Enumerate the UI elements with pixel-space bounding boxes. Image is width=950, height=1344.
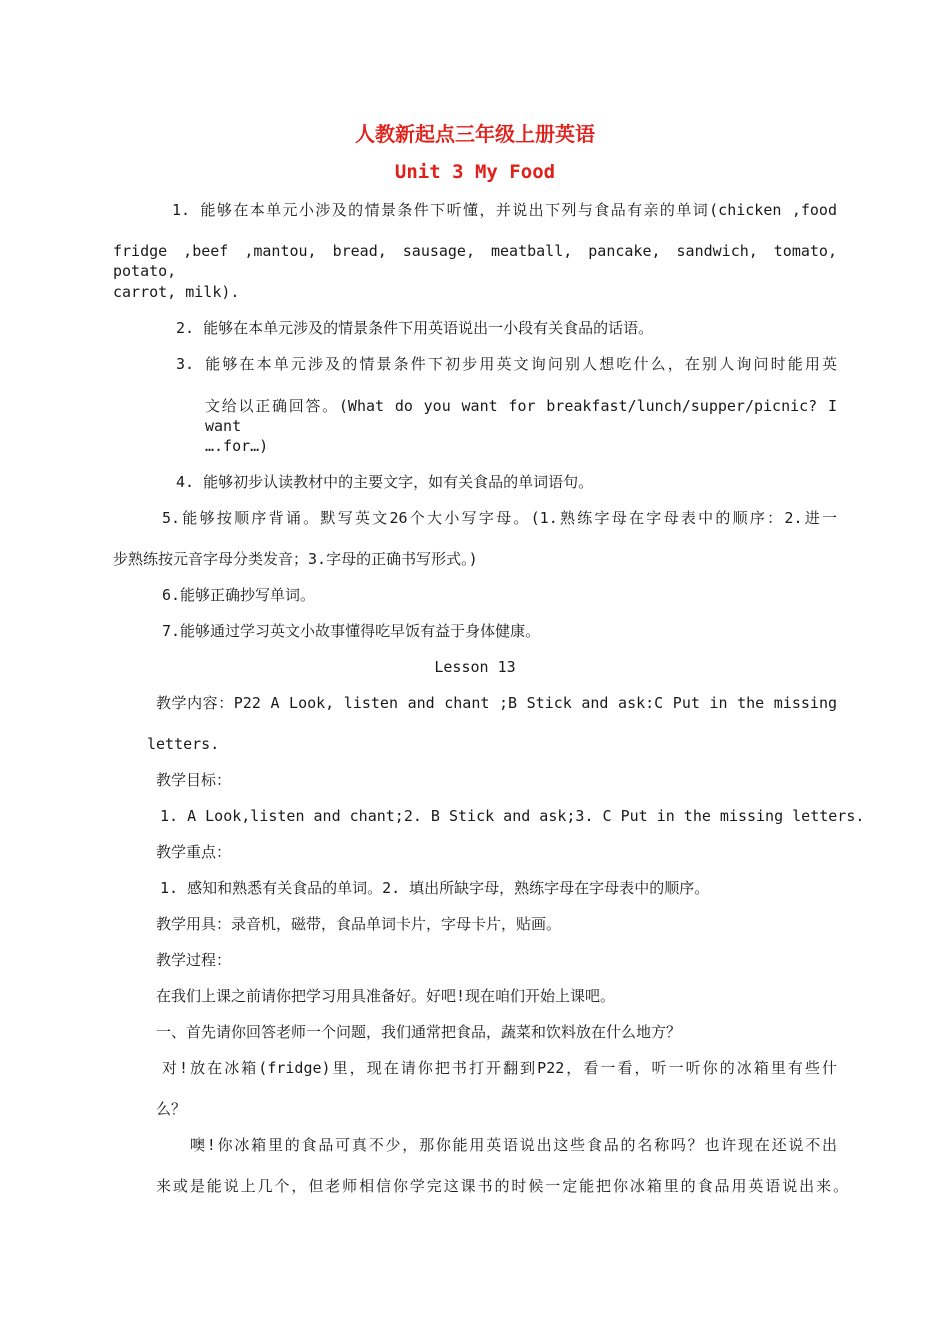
section-label: 教学过程：: [156, 951, 232, 969]
text-line: 1. A Look,listen and chant;2. B Stick and ask;3. C Put in the missing letters.: [160, 807, 865, 825]
text-line: 1. 能够在本单元小涉及的情景条件下听懂，并说出下列与食品有亲的单词(chicken ,food: [172, 201, 837, 219]
text-line: 对!放在冰箱(fridge)里，现在请你把书打开翻到P22，看一看，听一听你的冰箱里有些什: [162, 1059, 837, 1077]
text-line: carrot, milk).: [113, 283, 240, 301]
text-line: 4. 能够初步认读教材中的主要文字，如有关食品的单词语句。: [176, 473, 594, 491]
lesson-heading: Lesson 13: [434, 658, 516, 676]
section-label: 教学目标：: [156, 771, 232, 789]
text-line: 在我们上课之前请你把学习用具准备好。好吧!现在咱们开始上课吧。: [156, 987, 616, 1005]
text-line: 6.能够正确抄写单词。: [162, 586, 316, 604]
text-line: 1. 感知和熟悉有关食品的单词。2. 填出所缺字母，熟练字母在字母表中的顺序。: [160, 879, 710, 897]
text-line: 么？: [156, 1100, 187, 1118]
section-label: 教学重点：: [156, 843, 232, 861]
text-line: 一、首先请你回答老师一个问题，我们通常把食品，蔬菜和饮料放在什么地方？: [156, 1023, 682, 1041]
text-line: 来或是能说上几个，但老师相信你学完这课书的时候一定能把你冰箱里的食品用英语说出来。: [156, 1177, 848, 1195]
text-line: ….for…): [205, 437, 269, 455]
text-line: 文给以正确回答。(What do you want for breakfast/lunch/supper/picnic? I want: [205, 397, 837, 435]
text-line: 教学用具：录音机，磁带，食品单词卡片，字母卡片，贴画。: [156, 915, 562, 933]
text-line: 7.能够通过学习英文小故事懂得吃早饭有益于身体健康。: [162, 622, 541, 640]
text-line: fridge ,beef ,mantou, bread, sausage, meatball, pancake, sandwich, tomato, potato,: [113, 242, 837, 280]
text-line: 步熟练按元音字母分类发音；3.字母的正确书写形式。): [113, 550, 478, 568]
text-line: 教学内容：P22 A Look, listen and chant ;B Stick and ask:C Put in the missing: [156, 694, 837, 712]
document-title: 人教新起点三年级上册英语: [355, 122, 595, 146]
document-subtitle: Unit 3 My Food: [394, 161, 556, 183]
text-line: letters.: [147, 735, 220, 753]
text-line: 5.能够按顺序背诵。默写英文26个大小写字母。(1.熟练字母在字母表中的顺序：2.进一: [162, 509, 837, 527]
text-line: 2. 能够在本单元涉及的情景条件下用英语说出一小段有关食品的话语。: [176, 319, 654, 337]
text-line: 噢!你冰箱里的食品可真不少，那你能用英语说出这些食品的名称吗？也许现在还说不出: [190, 1136, 837, 1154]
text-line: 3. 能够在本单元涉及的情景条件下初步用英文询问别人想吃什么，在别人询问时能用英: [176, 355, 837, 373]
